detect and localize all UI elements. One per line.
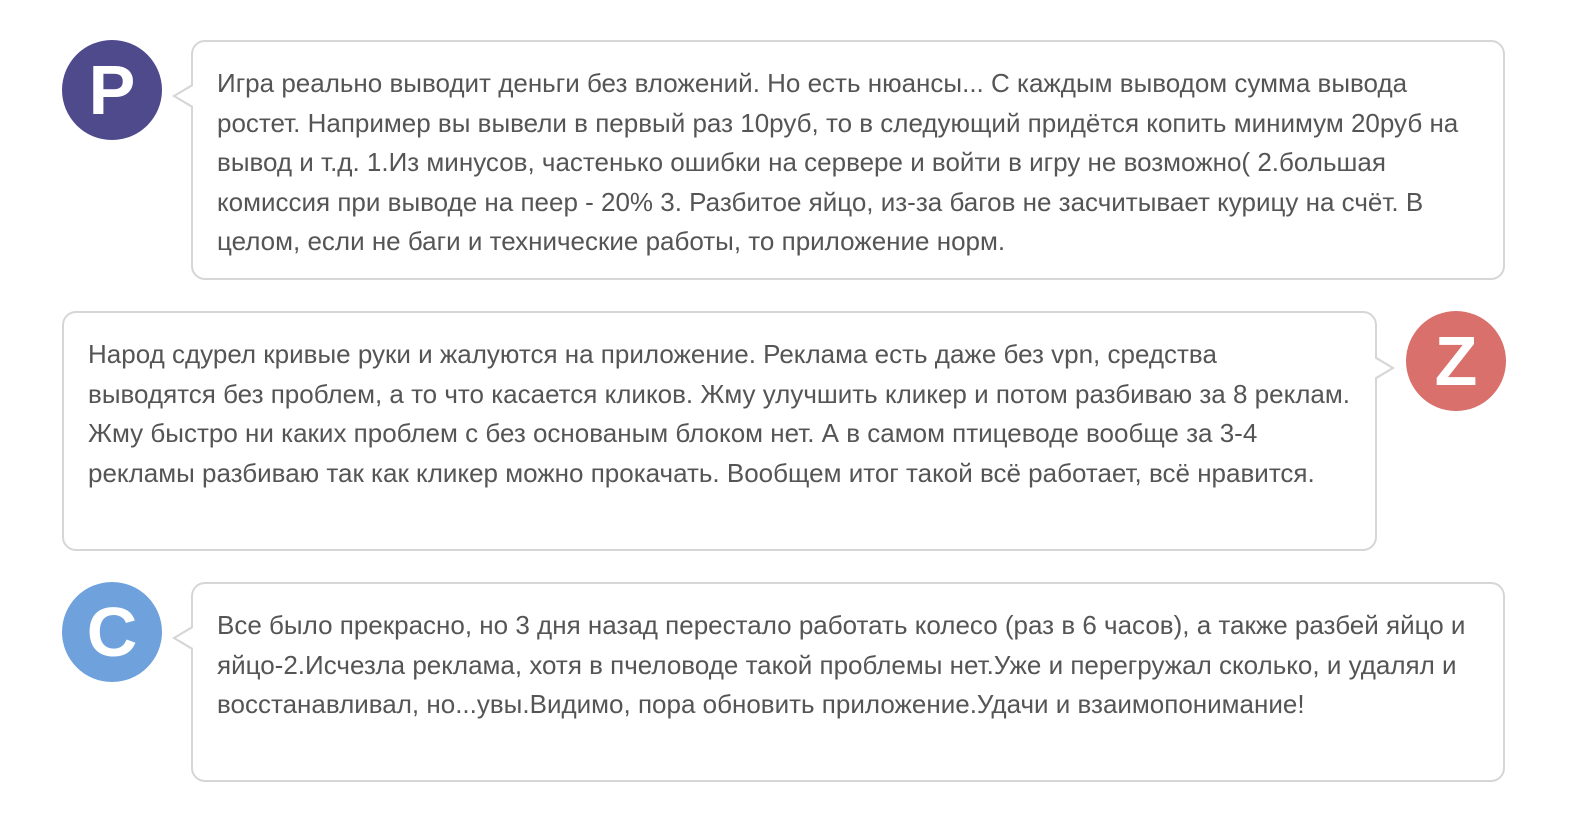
review-bubble	[191, 40, 1505, 280]
review-text: Народ сдурел кривые руки и жалуются на приложение. Реклама есть даже без vpn, средства выводятся без проблем, а то что касается кликов. Жму улучшить кликер и потом разбиваю за 8 реклам. Жму быстро ни каких проблем с без основаным блоком нет. А в самом птицеводе вообще за 3-4 рекламы разбиваю так как кликер можно прокачать. Вообщем итог такой всё работает, всё нравится.	[88, 339, 1350, 488]
review-text: Игра реально выводит деньги без вложений. Но есть нюансы... С каждым выводом сумма вывода ростет. Например вы вывели в первый раз 10руб, то в следующий придётся копить минимум 20руб на вывод и т.д. 1.Из минусов, частенько ошибки на сервере и войти в игру не возможно( 2.большая комиссия при выводе на пеер - 20% 3. Разбитое яйцо, из-за багов не засчитывает курицу на счёт. В целом, если не баги и технические работы, то приложение норм.	[217, 68, 1459, 256]
avatar: Z	[1406, 311, 1506, 411]
avatar: C	[62, 582, 162, 682]
review-bubble	[62, 311, 1377, 551]
avatar: P	[62, 40, 162, 140]
review-text: Все было прекрасно, но 3 дня назад перестало работать колесо (раз в 6 часов), а также разбей яйцо и яйцо-2.Исчезла реклама, хотя в пчеловоде такой проблемы нет.Уже и перегружал сколько, и удалял и восстанавливал, но...увы.Видимо, пора обновить приложение.Удачи и взаимопонимание!	[217, 610, 1466, 719]
review-bubble	[191, 582, 1505, 782]
